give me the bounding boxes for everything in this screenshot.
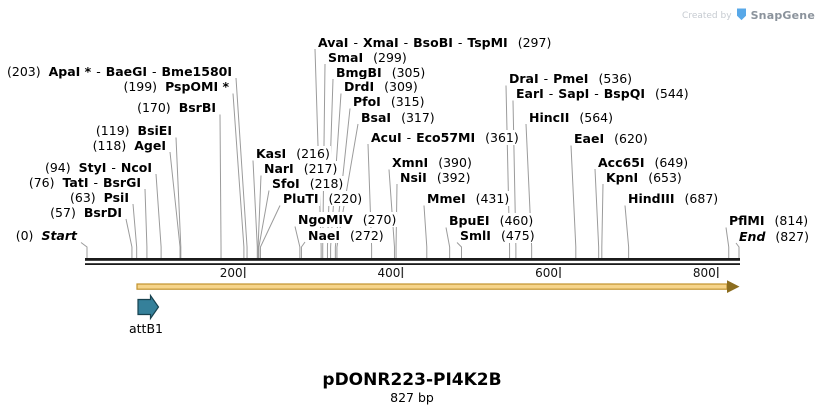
- site-position: (299): [373, 49, 407, 65]
- site-label-acc65i: [597, 156, 689, 170]
- backbone-arrow-body: [137, 284, 727, 289]
- watermark-created-by-text: Created by: [682, 10, 732, 21]
- site-enzymes: [343, 79, 375, 94]
- site-label-psii: [69, 191, 130, 205]
- axis-tick: [402, 267, 403, 278]
- enzyme-name: Bme1580I: [161, 63, 232, 79]
- enzyme-name: PflMI: [729, 213, 765, 228]
- separator: -: [399, 34, 413, 50]
- site-enzymes: [62, 175, 143, 190]
- site-position: (309): [384, 79, 418, 94]
- site-enzymes: [352, 94, 382, 109]
- site-position: (216): [296, 146, 330, 161]
- separator: -: [402, 129, 416, 145]
- site-position: (315): [390, 94, 425, 109]
- site-enzymes: [263, 161, 295, 176]
- site-enzymes: [317, 35, 509, 50]
- enzyme-name: BspQI: [603, 86, 645, 101]
- enzyme-name: BaeGI: [105, 63, 148, 79]
- separator: -: [544, 86, 558, 101]
- leader-line: [424, 206, 427, 259]
- site-position: (199): [123, 79, 158, 94]
- separator: -: [349, 34, 362, 50]
- enzyme-name: PmeI: [553, 71, 589, 86]
- site-label-kpni: [605, 171, 683, 185]
- enzyme-name: HindIII: [628, 191, 675, 206]
- site-label-bsrdi: [49, 206, 123, 220]
- watermark-brand-text: SnapGene: [750, 9, 815, 22]
- enzyme-name: BmgBI: [336, 64, 382, 80]
- site-enzymes: [307, 228, 341, 243]
- axis-tick: [559, 267, 560, 278]
- enzyme-name: StyI: [78, 159, 107, 175]
- site-label-sfoi: [271, 177, 344, 191]
- site-enzymes: [426, 191, 467, 206]
- leader-line: [602, 184, 603, 259]
- site-label-drai: [508, 72, 633, 86]
- site-label-pluti: [282, 192, 363, 206]
- leader-line: [726, 228, 729, 259]
- enzyme-name: Acc65I: [598, 154, 645, 170]
- enzyme-name: PfoI: [353, 94, 381, 109]
- axis-tick-label: 800: [692, 265, 716, 280]
- site-label-nari: [263, 162, 338, 176]
- enzyme-name: BpuEI: [449, 213, 490, 228]
- site-enzymes: [133, 138, 167, 153]
- site-position: (317): [401, 109, 435, 125]
- site-position: (460): [499, 213, 534, 228]
- enzyme-name: NaeI: [308, 227, 341, 243]
- enzyme-name: DraI: [509, 71, 539, 86]
- sequence-line-top: [85, 258, 740, 261]
- axis-tick-label: 600: [535, 265, 559, 280]
- enzyme-name: TatI: [62, 174, 89, 190]
- site-enzymes: [335, 65, 383, 80]
- site-label-ngomiv: [297, 213, 397, 227]
- site-enzymes: [255, 146, 287, 161]
- leader-line: [260, 206, 280, 259]
- leader-line: [236, 78, 247, 259]
- site-position: (119): [95, 123, 130, 138]
- enzyme-name: XmnI: [392, 155, 429, 170]
- site-position: (297): [517, 34, 552, 50]
- leader-line: [457, 243, 461, 259]
- site-position: (536): [598, 71, 633, 86]
- site-position: (57): [50, 204, 76, 220]
- axis-tick-label: 400: [377, 265, 401, 280]
- enzyme-name: Eco57MI: [416, 129, 476, 145]
- site-label-start: [15, 229, 78, 243]
- enzyme-name: AvaI: [318, 34, 349, 50]
- enzyme-name: AgeI: [134, 137, 166, 153]
- site-label-drdi: [343, 80, 419, 94]
- enzyme-name: HincII: [529, 109, 570, 125]
- site-label-hincii: [528, 111, 614, 125]
- site-enzymes: [40, 228, 78, 243]
- leader-line: [253, 161, 257, 259]
- separator: -: [148, 63, 161, 79]
- site-enzymes: [597, 155, 646, 170]
- site-label-avai: [317, 36, 552, 50]
- leader-line: [301, 242, 305, 259]
- enzyme-name: BsaI: [361, 109, 392, 125]
- site-position: (475): [500, 228, 535, 243]
- site-position: (814): [774, 213, 809, 228]
- enzyme-name: SmaI: [328, 49, 364, 65]
- enzyme-name: EaeI: [574, 131, 605, 146]
- enzyme-name: KpnI: [606, 169, 639, 185]
- site-position: (653): [648, 169, 682, 185]
- backbone-arrow-head: [727, 280, 740, 293]
- site-label-pspomi: [122, 80, 230, 94]
- separator: -: [92, 63, 105, 79]
- site-enzymes: [297, 212, 354, 227]
- site-enzymes: [103, 190, 130, 205]
- site-label-eaei: [573, 132, 649, 146]
- enzyme-name: NarI: [264, 161, 294, 176]
- site-label-bsai: [360, 111, 436, 125]
- leader-line: [176, 138, 181, 259]
- enzyme-name: NcoI: [120, 159, 152, 175]
- site-position: (620): [614, 131, 648, 146]
- leader-line: [81, 243, 87, 259]
- leader-line: [571, 146, 576, 259]
- site-label-bmgbi: [335, 66, 426, 80]
- site-label-end: [738, 230, 810, 244]
- site-enzymes: [83, 205, 123, 220]
- site-position: (270): [362, 212, 397, 227]
- enzyme-name: AcuI: [371, 129, 402, 145]
- site-position: (544): [654, 86, 689, 101]
- site-enzymes: [282, 191, 320, 206]
- enzyme-name: NgoMIV: [298, 212, 353, 227]
- site-enzymes: [137, 123, 173, 138]
- site-position: (0): [15, 228, 34, 243]
- site-position: (564): [579, 109, 613, 125]
- enzyme-name: BsrBI: [178, 100, 216, 115]
- site-enzymes: [728, 213, 766, 228]
- site-label-bpuei: [448, 214, 534, 228]
- site-enzymes: [178, 100, 217, 115]
- site-enzymes: [370, 130, 476, 145]
- site-label-smli: [459, 229, 536, 243]
- enzyme-name: TspMI: [467, 34, 508, 50]
- site-position: (76): [28, 174, 55, 190]
- separator: -: [89, 174, 102, 190]
- site-enzymes: [627, 191, 676, 206]
- leader-line: [156, 174, 161, 259]
- site-label-kasi: [255, 147, 331, 161]
- attb1-feature-label: attB1: [129, 321, 163, 336]
- site-enzymes: [271, 176, 301, 191]
- enzyme-name: NsiI: [400, 169, 427, 185]
- site-label-agei: [92, 139, 167, 153]
- enzyme-name: ApaI *: [48, 63, 92, 79]
- site-label-mmei: [426, 192, 510, 206]
- plasmid-length: 827 bp: [390, 390, 434, 405]
- site-label-pflmi: [728, 214, 809, 228]
- axis-tick: [244, 267, 245, 278]
- site-enzymes: [360, 110, 392, 125]
- site-position: (217): [303, 161, 338, 176]
- site-enzymes: [605, 170, 639, 185]
- separator: -: [539, 71, 553, 86]
- leader-line: [595, 169, 599, 259]
- attb1-arrow: [138, 296, 159, 319]
- site-label-naei: [307, 229, 385, 243]
- leader-line: [133, 204, 137, 259]
- site-enzymes: [528, 110, 570, 125]
- separator: -: [107, 159, 120, 175]
- site-enzymes: [48, 64, 233, 79]
- site-position: (649): [654, 154, 689, 170]
- enzyme-name: Start: [41, 228, 77, 243]
- enzyme-name: PluTI: [283, 191, 319, 206]
- site-enzymes: [448, 213, 491, 228]
- site-position: (218): [309, 176, 344, 191]
- leader-line: [126, 219, 132, 259]
- site-label-smai: [327, 51, 408, 65]
- site-label-styi: [44, 161, 153, 175]
- site-enzymes: [164, 79, 230, 94]
- separator: -: [453, 34, 467, 50]
- site-position: (170): [137, 100, 171, 115]
- enzyme-name: DrdI: [344, 79, 375, 94]
- site-position: (203): [6, 63, 41, 79]
- enzyme-name: MmeI: [427, 191, 466, 206]
- axis-tick-label: 200: [219, 265, 243, 280]
- site-enzymes: [515, 86, 646, 101]
- enzyme-name: BsiEI: [137, 123, 172, 138]
- leader-line: [295, 227, 300, 259]
- site-label-eari: [515, 87, 690, 101]
- site-position: (220): [328, 191, 363, 206]
- site-enzymes: [399, 170, 428, 185]
- leader-line: [220, 115, 221, 259]
- sequence-line-bottom: [85, 263, 740, 265]
- site-enzymes: [327, 50, 364, 65]
- site-position: (392): [436, 169, 471, 185]
- site-label-bsrbi: [136, 101, 217, 115]
- leader-line: [145, 189, 147, 259]
- enzyme-name: XmaI: [362, 34, 399, 50]
- site-label-tati: [28, 176, 142, 190]
- enzyme-name: End: [739, 228, 766, 244]
- leader-line: [736, 243, 739, 259]
- site-position: (431): [475, 191, 510, 206]
- site-position: (390): [438, 155, 472, 170]
- site-label-pfoi: [352, 95, 425, 109]
- site-label-xmni: [391, 156, 473, 170]
- enzyme-name: EarI: [516, 86, 544, 101]
- site-label-nsii: [399, 171, 471, 185]
- site-label-bsiei: [95, 124, 173, 138]
- enzyme-name: BsrDI: [83, 204, 122, 220]
- plasmid-title: pDONR223-PI4K2B: [322, 370, 502, 390]
- site-position: (118): [92, 137, 127, 153]
- enzyme-name: BsrGI: [102, 174, 141, 190]
- site-enzymes: [459, 228, 492, 243]
- site-position: (94): [44, 159, 71, 175]
- enzyme-name: BsoBI: [413, 34, 453, 50]
- site-label-hindiii: [627, 192, 719, 206]
- leader-line: [625, 206, 629, 259]
- site-enzymes: [508, 71, 589, 86]
- site-enzymes: [78, 160, 153, 175]
- site-position: (827): [775, 228, 810, 244]
- site-label-acui: [370, 131, 520, 145]
- enzyme-name: PsiI: [103, 189, 129, 205]
- separator: -: [590, 86, 603, 101]
- enzyme-name: PspOMI *: [165, 79, 229, 94]
- site-position: (361): [485, 129, 519, 145]
- enzyme-name: SapI: [558, 86, 590, 101]
- site-enzymes: [391, 155, 429, 170]
- site-position: (63): [70, 189, 96, 205]
- leader-line: [446, 228, 450, 259]
- site-position: (305): [391, 64, 426, 80]
- enzyme-name: KasI: [256, 146, 287, 161]
- site-enzymes: [573, 131, 605, 146]
- site-enzymes: [738, 229, 766, 244]
- axis-tick: [717, 267, 718, 278]
- enzyme-name: SmlI: [460, 228, 491, 243]
- site-position: (272): [350, 227, 384, 243]
- site-position: (687): [684, 191, 719, 206]
- enzyme-name: SfoI: [272, 176, 300, 191]
- site-label-apai: [6, 65, 233, 79]
